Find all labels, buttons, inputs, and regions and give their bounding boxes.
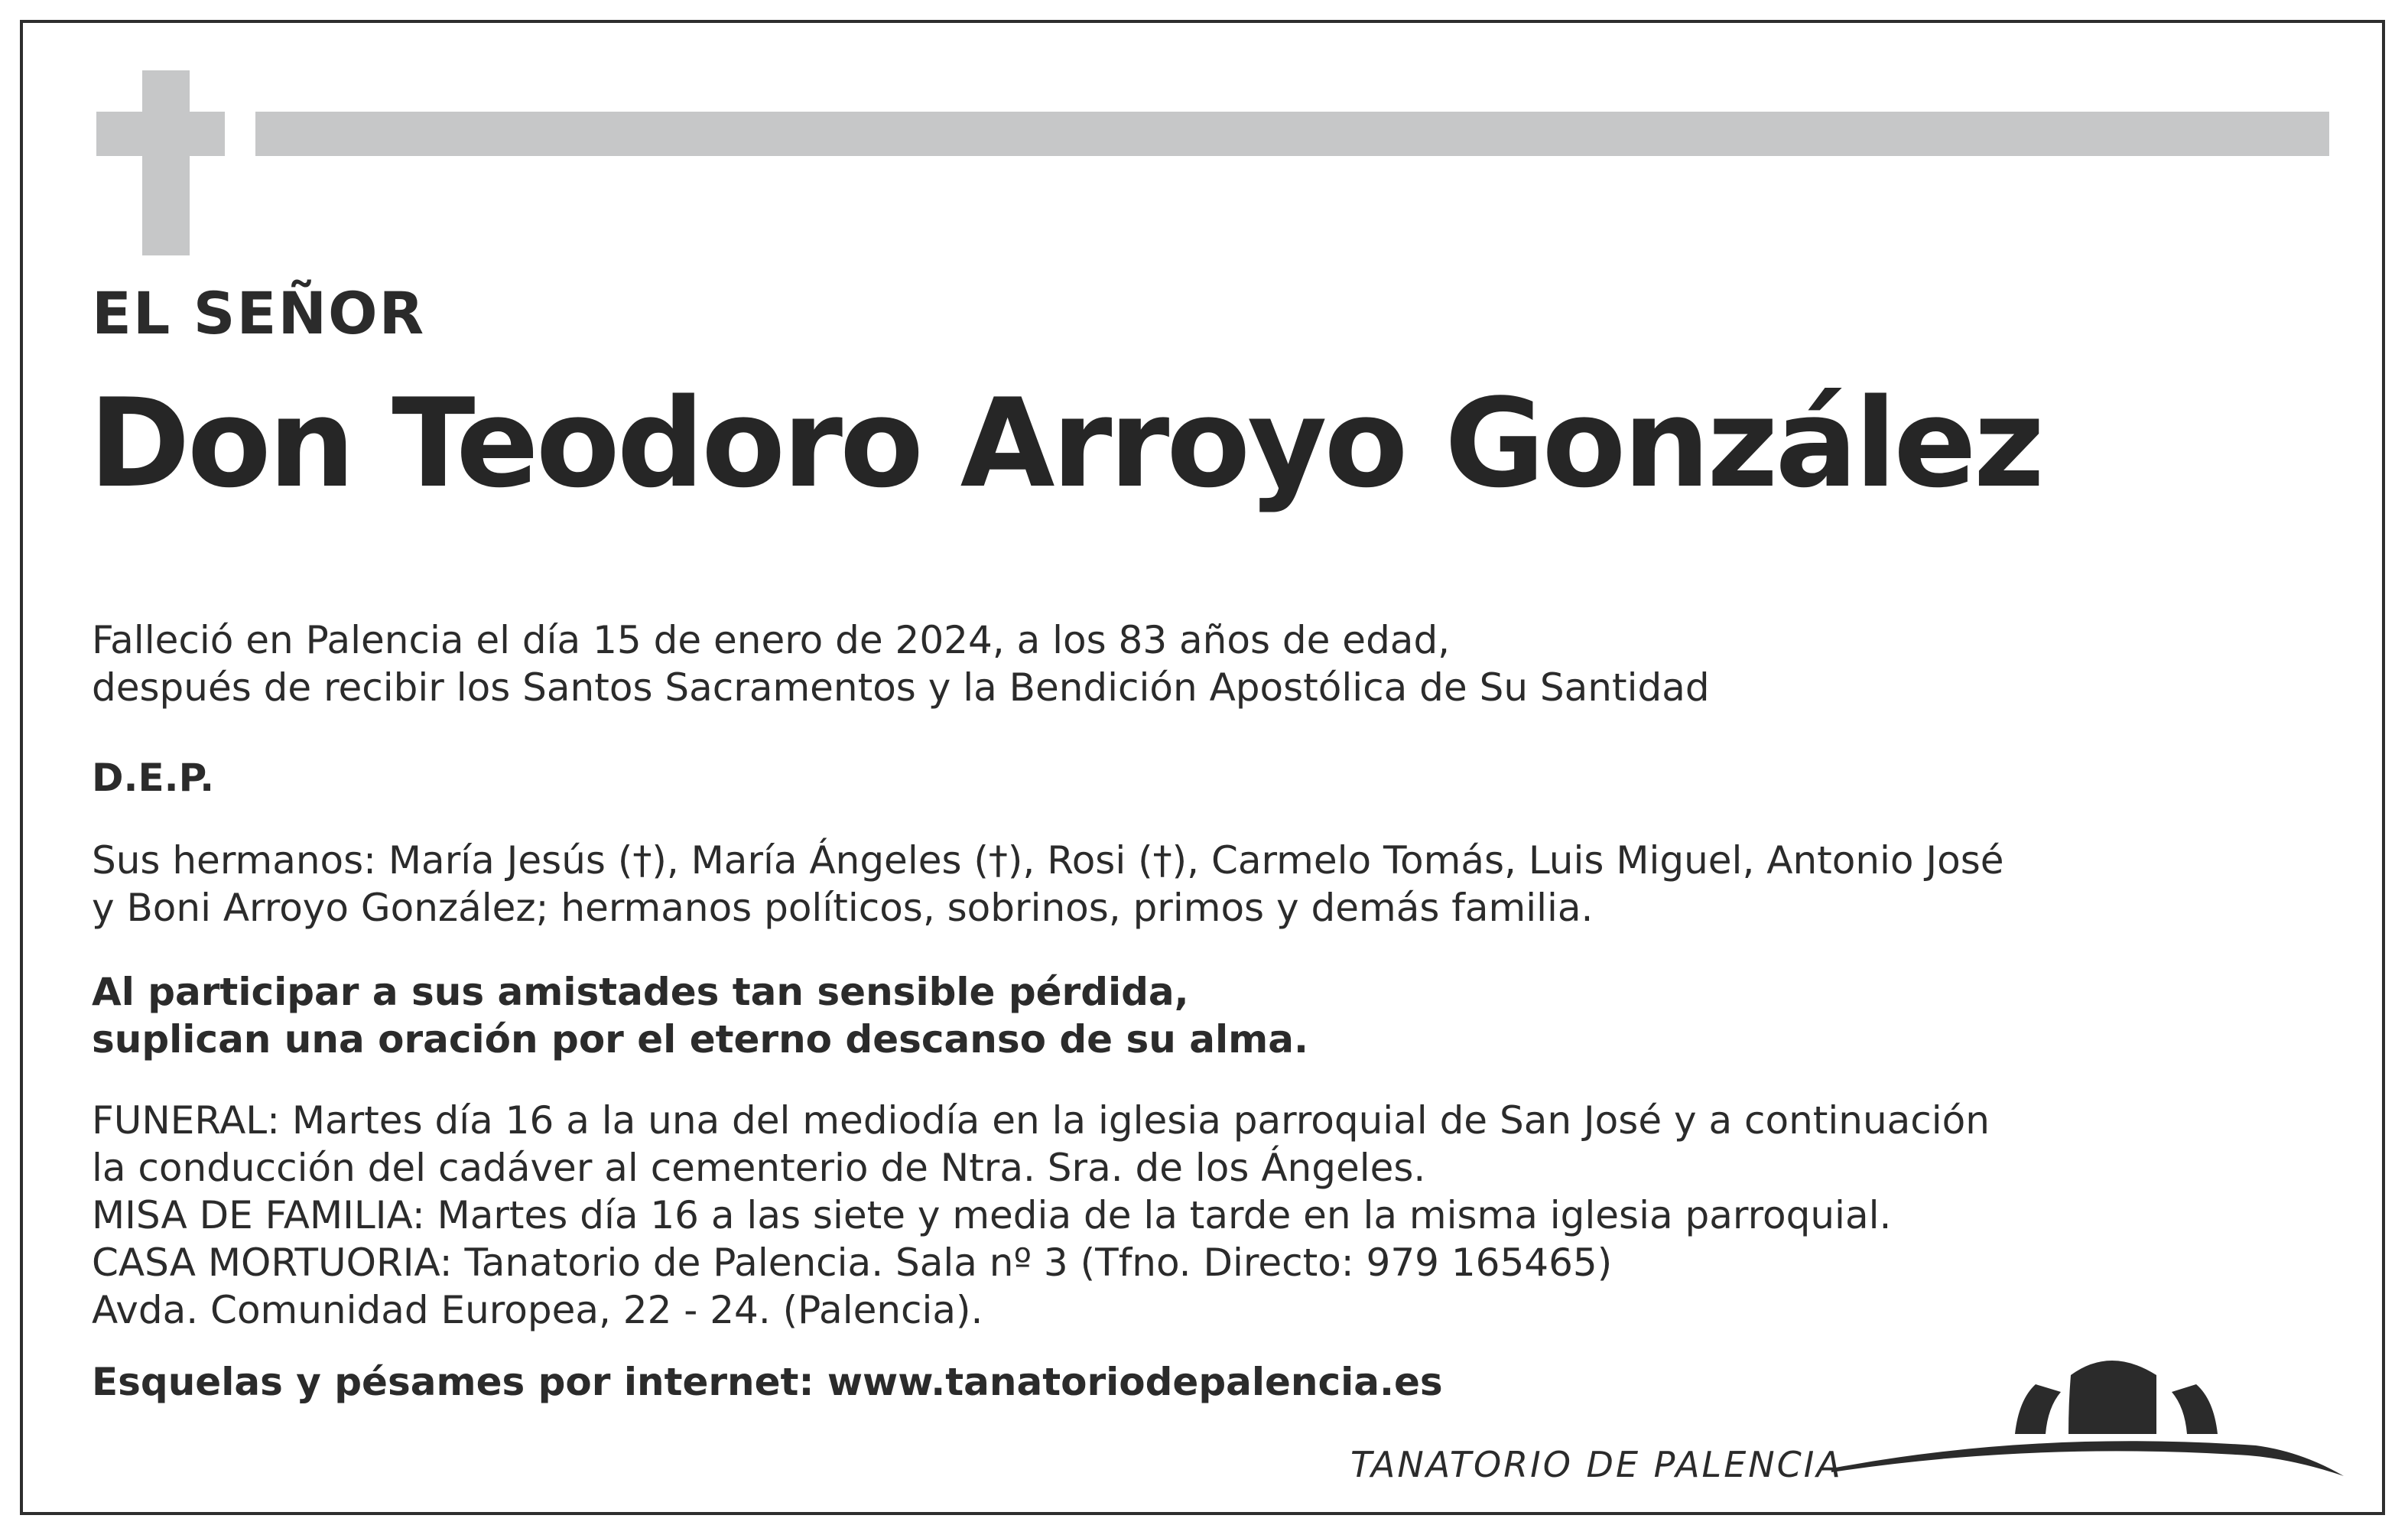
honorific: EL SEÑOR — [92, 279, 426, 347]
internet-line: Esquelas y pésames por internet: www.tanatoriodepalencia.es — [92, 1360, 1443, 1404]
logo-dome-center — [2068, 1361, 2156, 1434]
header-bar — [255, 112, 2329, 156]
logo-text: TANATORIO DE PALENCIA — [1350, 1444, 1843, 1485]
address-line: Avda. Comunidad Europea, 22 - 24. (Palencia). — [92, 1288, 983, 1332]
dep-text: D.E.P. — [92, 756, 215, 800]
intro-line: Falleció en Palencia el día 15 de enero de 2024, a los 83 años de edad, — [92, 618, 1451, 662]
cross-icon-horizontal — [96, 112, 225, 156]
request-line: Al participar a sus amistades tan sensible pérdida, — [92, 970, 1189, 1014]
family-line: y Boni Arroyo González; hermanos políticos, sobrinos, primos y demás familia. — [92, 886, 1594, 930]
deceased-name: Don Teodoro Arroyo González — [89, 372, 2042, 515]
family-line: Sus hermanos: María Jesús (†), María Ángeles (†), Rosi (†), Carmelo Tomás, Luis Miguel, Antonio José — [92, 838, 2004, 883]
cross-icon-vertical — [142, 70, 190, 255]
casa-line: CASA MORTUORIA: Tanatorio de Palencia. Sala nº 3 (Tfno. Directo: 979 165465) — [92, 1240, 1613, 1285]
intro-paragraph — [92, 616, 1710, 711]
logo-dome-right — [2172, 1384, 2218, 1434]
misa-line: MISA DE FAMILIA: Martes día 16 a las siete y media de la tarde en la misma iglesia parroquial. — [92, 1193, 1892, 1237]
funeral-line: FUNERAL: Martes día 16 a la una del mediodía en la iglesia parroquial de San José y a continuación — [92, 1098, 1990, 1143]
logo-dome-left — [2015, 1384, 2061, 1434]
intro-line: después de recibir los Santos Sacramentos y la Bendición Apostólica de Su Santidad — [92, 665, 1710, 710]
request-paragraph — [92, 968, 1308, 1063]
logo-horizon — [1831, 1441, 2344, 1476]
funeral-details — [92, 1097, 1990, 1334]
funeral-line: la conducción del cadáver al cementerio de Ntra. Sra. de los Ángeles. — [92, 1146, 1426, 1190]
request-line: suplican una oración por el eterno descanso de su alma. — [92, 1017, 1308, 1062]
family-paragraph — [92, 837, 2004, 932]
